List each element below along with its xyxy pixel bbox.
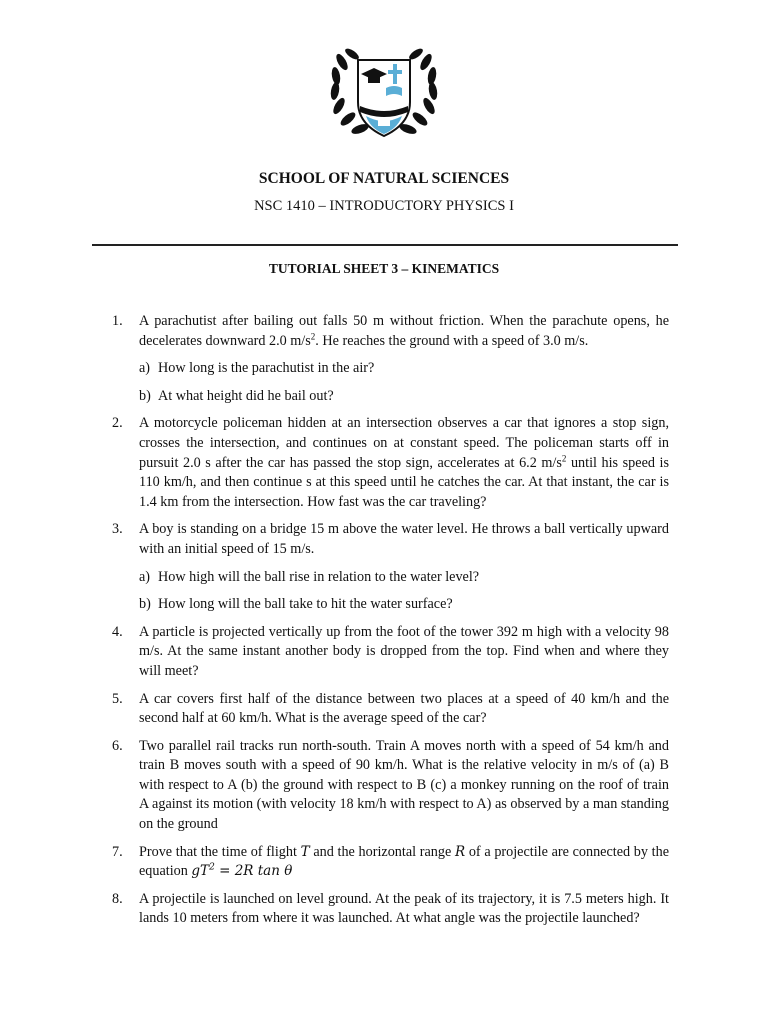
question-1: [112, 312, 669, 406]
question-4: [112, 623, 669, 682]
question-list: [112, 312, 669, 937]
equation: $gT^2 = 2R$ tan θ: [191, 862, 293, 880]
question-text: A projectile is launched on level ground. At the peak of its trajectory, it is 7.5 meters high. It lands 10 meters from where it was launched. At what angle was the projectile launched?: [139, 890, 669, 927]
question-number: 5.: [112, 690, 123, 707]
question-text: A boy is standing on a bridge 15 m above the water level. He throws a ball vertically upward with an initial speed of 15 m/s.: [139, 521, 669, 557]
sub-question-b: b) At what height did he bail out?: [139, 387, 334, 404]
question-text: A motorcycle policeman hidden at an intersection observes a car that ignores a stop sign, crosses the intersection, and continues on at constant speed. The policeman starts off in pursuit 2.0 s after the car has passed the stop sign, accelerates at 6.2 $m/s^2$ until his speed is 110 km/h, and then continue s at this speed until he catches the car. At that instant, the car is 1.4 km from the intersection. How fast was the car traveling?: [139, 415, 669, 510]
sub-question-a: a) How long is the parachutist in the air?: [139, 360, 375, 377]
question-number: 3.: [112, 521, 123, 538]
question-3: [112, 520, 669, 614]
sub-question-a: a) How high will the ball rise in relation to the water level?: [139, 568, 480, 585]
question-text: A car covers first half of the distance between two places at a speed of 40 km/h and the second half at 60 km/h. What is the average speed of the car?: [139, 690, 669, 727]
course-title: NSC 1410 – INTRODUCTORY PHYSICS I: [254, 198, 514, 214]
question-7: [112, 843, 669, 882]
university-logo: [328, 40, 440, 144]
sheet-title: TUTORIAL SHEET 3 – KINEMATICS: [268, 261, 500, 276]
question-text: Two parallel rail tracks run north-south. Train A moves north with a speed of 54 km/h and train B moves south with a speed of 90 km/h. What is the relative velocity in m/s of (a) B with respect to A (b) the ground with respect to B (c) a monkey running on the roof of train A against its motion (with velocity 18 km/h with respect to A) as observed by a man standing on the ground: [139, 737, 669, 833]
question-2: [112, 414, 669, 512]
question-text: Prove that the time of flight T and the horizontal range R of a projectile are connected by the equation $gT^2 = 2R$ tan θ: [139, 843, 670, 880]
question-number: 7.: [112, 843, 123, 860]
question-number: 2.: [112, 415, 123, 432]
header-divider: [92, 244, 678, 246]
sub-question-b: b) How long will the ball take to hit the water surface?: [139, 596, 453, 613]
question-text: A parachutist after bailing out falls 50 m without friction. When the parachute opens, he decelerates downward 2.0 $m/s^2$. He reaches the ground with a speed of 3.0 m/s.: [139, 313, 669, 349]
school-name: SCHOOL OF NATURAL SCIENCES: [258, 170, 510, 187]
question-8: [112, 890, 669, 929]
question-number: 8.: [112, 890, 123, 907]
question-number: 4.: [112, 623, 123, 640]
question-5: [112, 690, 669, 729]
question-text: A particle is projected vertically up from the foot of the tower 392 m high with a velocity 98 m/s. At the same instant another body is dropped from the top. Find when and where they will meet?: [139, 623, 669, 679]
question-number: 1.: [112, 313, 123, 329]
question-number: 6.: [112, 737, 123, 754]
question-6: [112, 737, 669, 835]
